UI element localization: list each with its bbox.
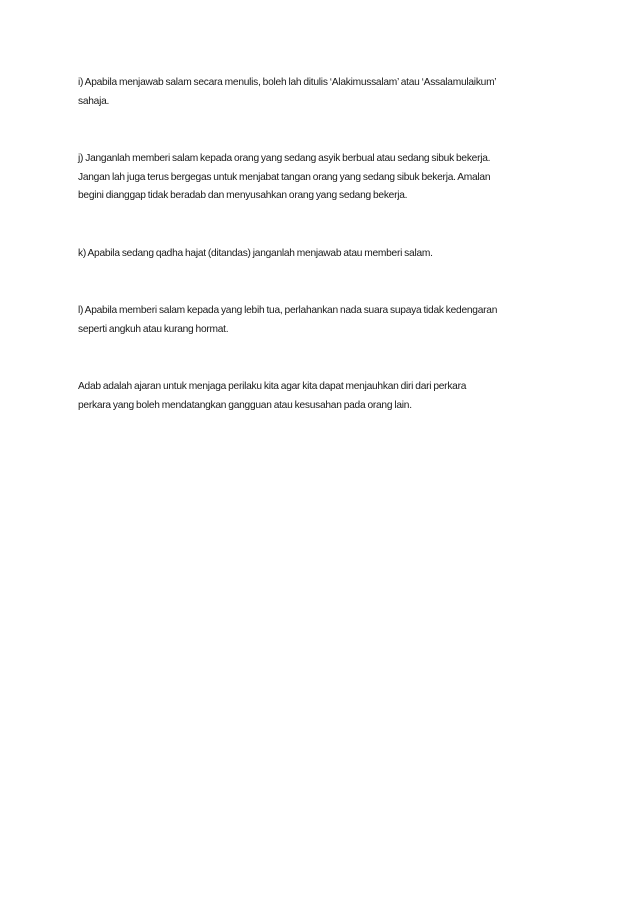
document-body [78,74,568,415]
paragraph-line: k) Apabila sedang qadha hajat (ditandas) janganlah menjawab atau memberi salam. [78,247,433,259]
paragraph-line: l) Apabila memberi salam kepada yang lebih tua, perlahankan nada suara supaya tidak kedengaran [78,305,498,316]
paragraph-line: begini dianggap tidak beradab dan menyusahkan orang yang sedang bekerja. [78,190,408,201]
paragraph-line: seperti angkuh atau kurang hormat. [78,323,229,335]
paragraph-line: Jangan lah juga terus bergegas untuk menjabat tangan orang yang sedang sibuk bekerja. Amalan [78,171,491,183]
paragraph-line: j) Janganlah memberi salam kepada orang yang sedang asyik berbual atau sedang sibuk bekerja. [78,153,491,164]
paragraph-i [78,74,568,111]
paragraph-line: i) Apabila menjawab salam secara menulis, boleh lah ditulis ‘Alakimussalam’ atau ‘Assalamulaikum’ [78,77,497,88]
paragraph-line: sahaja. [78,95,110,107]
paragraph-adab-summary [78,378,568,415]
paragraph-line: Adab adalah ajaran untuk menjaga perilaku kita agar kita dapat menjauhkan diri dari perkara [78,381,467,392]
paragraph-l [78,302,568,339]
paragraph-j [78,150,568,206]
paragraph-line: perkara yang boleh mendatangkan gangguan atau kesusahan pada orang lain. [78,399,412,411]
paragraph-k [78,245,568,264]
